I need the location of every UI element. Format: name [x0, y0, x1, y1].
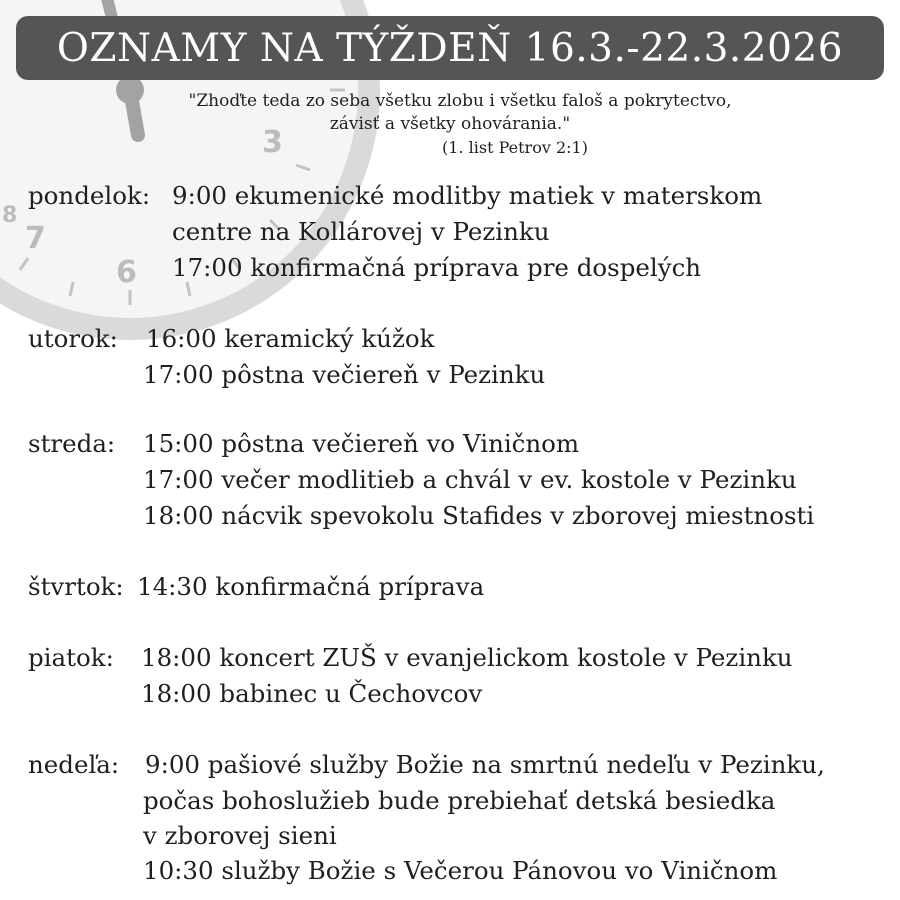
event-line: počas bohoslužieb bude prebiehať detská besiedka: [143, 786, 776, 815]
day-label: pondelok:: [28, 181, 151, 210]
event-line: 16:00 keramický kúžok: [146, 324, 435, 353]
event-line: 18:00 nácvik spevokolu Stafides v zborovej miestnosti: [143, 501, 815, 530]
event-line: 15:00 pôstna večiereň vo Viničnom: [143, 429, 580, 458]
event-line: 18:00 babinec u Čechovcov: [141, 679, 483, 708]
event-line: 9:00 ekumenické modlitby matiek v materskom: [172, 181, 763, 210]
event-line: 17:00 pôstna večiereň v Pezinku: [143, 360, 546, 389]
page-title: OZNAMY NA TÝŽDEŇ 16.3.-22.3.2026: [56, 25, 844, 71]
svg-text:8: 8: [2, 203, 18, 228]
quote-line-2: závisť a všetky ohovárania.": [329, 114, 571, 134]
day-label: piatok:: [28, 643, 114, 672]
svg-text:3: 3: [262, 125, 283, 160]
event-line: v zborovej sieni: [143, 821, 337, 850]
svg-text:6: 6: [116, 255, 137, 290]
event-line: 17:00 konfirmačná príprava pre dospelých: [172, 253, 702, 282]
quote-line-1: "Zhoďte teda zo seba všetku zlobu i všetku faloš a pokrytectvo,: [188, 91, 732, 111]
svg-text:7: 7: [25, 221, 46, 256]
event-line: centre na Kollárovej v Pezinku: [172, 217, 550, 246]
event-line: 17:00 večer modlitieb a chvál v ev. kostole v Pezinku: [143, 465, 797, 494]
event-line: 14:30 konfirmačná príprava: [137, 572, 485, 601]
day-label: nedeľa:: [28, 750, 120, 779]
quote-reference: (1. list Petrov 2:1): [442, 138, 588, 157]
day-label: utorok:: [28, 324, 118, 353]
day-label: streda:: [28, 429, 116, 458]
event-line: 10:30 služby Božie s Večerou Pánovou vo Viničnom: [143, 856, 778, 885]
day-label: štvrtok:: [28, 572, 124, 601]
event-line: 18:00 koncert ZUŠ v evanjelickom kostole v Pezinku: [141, 643, 793, 672]
event-line: 9:00 pašiové služby Božie na smrtnú nedeľu v Pezinku,: [145, 750, 825, 779]
